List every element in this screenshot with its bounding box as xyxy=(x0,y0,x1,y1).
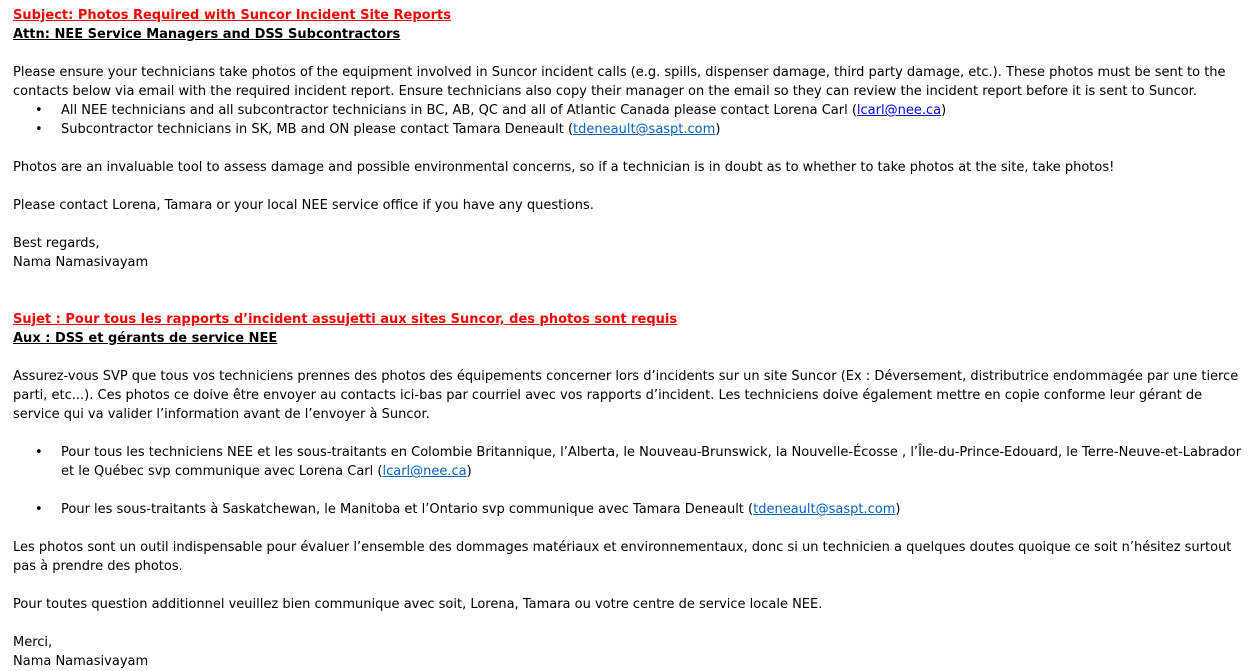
subject-line: Subject: Photos Required with Suncor Incident Site Reports xyxy=(13,8,451,23)
english-section xyxy=(13,6,1245,272)
email-link[interactable]: lcarl@nee.ca xyxy=(382,464,467,479)
body-paragraph: Photos are an invaluable tool to assess damage and possible environmental concerns, so if a technician is in doubt as to whether to take photos at the site, take photos! xyxy=(13,160,1115,175)
bullet-icon: • xyxy=(35,445,43,460)
contact-list xyxy=(13,443,1245,481)
email-link[interactable]: lcarl@nee.ca xyxy=(856,103,942,118)
closing: Merci, xyxy=(13,635,53,650)
list-item: • Pour les sous-traitants à Saskatchewan, le Manitoba et l’Ontario svp communique avec Tamara Deneault (tdeneault@saspt.com) xyxy=(35,502,901,517)
body-paragraph: Pour toutes question additionnel veuillez bien communique avec soit, Lorena, Tamara ou votre centre de service locale NEE. xyxy=(13,597,823,612)
bullet-icon: • xyxy=(35,502,43,517)
bullet-icon: • xyxy=(35,103,43,118)
list-item: • Subcontractor technicians in SK, MB and ON please contact Tamara Deneault (tdeneault@saspt.com) xyxy=(35,122,721,137)
signature: Nama Namasivayam xyxy=(13,255,149,270)
list-item-text: Pour tous les techniciens NEE et les sous-traitants en Colombie Britannique, l’Alberta, le Nouveau-Brunswick, la Nouvelle-Écosse , l’Île-du-Prince-Edouard, le Terre-Neuve-et-Labrador et le Québec svp communique avec Lorena Carl ( xyxy=(61,445,1242,479)
body-paragraph: Les photos sont un outil indispensable pour évaluer l’ensemble des dommages matériaux et environnementaux, donc si un technicien a quelques doutes quoique ce soit n’hésitez surtout pas à prendre des photos. xyxy=(13,540,1232,574)
list-item-text: Pour les sous-traitants à Saskatchewan, le Manitoba et l’Ontario svp communique avec Tamara Deneault ( xyxy=(61,502,754,517)
intro-paragraph: Assurez-vous SVP que tous vos techniciens prennes des photos des équipements concerner lors d’incidents sur un site Suncor (Ex : Déversement, distributrice endommagée par une tierce parti, etc...). Ces photos ce doive être envoyer au contacts ici-bas par courriel avec vos rapports d’incident. Les techniciens doive également mettre en copie conforme leur gérant de service qui va valider l’information avant de l’envoyer à Suncor. xyxy=(13,369,1239,422)
email-body xyxy=(13,6,1245,671)
contact-list xyxy=(13,500,1245,519)
list-item-text: Subcontractor technicians in SK, MB and ON please contact Tamara Deneault ( xyxy=(61,122,574,137)
attention-line: Aux : DSS et gérants de service NEE xyxy=(13,331,278,346)
email-link[interactable]: tdeneault@saspt.com xyxy=(753,502,896,517)
contact-list xyxy=(13,101,1245,139)
bullet-icon: • xyxy=(35,122,43,137)
french-section xyxy=(13,310,1245,671)
signature: Nama Namasivayam xyxy=(13,654,149,669)
list-item: • All NEE technicians and all subcontractor technicians in BC, AB, QC and all of Atlantic Canada please contact Lorena Carl (lcarl@nee.ca) xyxy=(35,103,947,118)
attention-line: Attn: NEE Service Managers and DSS Subcontractors xyxy=(13,27,401,42)
subject-line: Sujet : Pour tous les rapports d’incident assujetti aux sites Suncor, des photos sont requis xyxy=(13,312,678,327)
email-link[interactable]: tdeneault@saspt.com xyxy=(573,122,716,137)
list-item: • Pour tous les techniciens NEE et les sous-traitants en Colombie Britannique, l’Alberta, le Nouveau-Brunswick, la Nouvelle-Écosse , l’Île-du-Prince-Edouard, le Terre-Neuve-et-Labrador et le Québec svp communique avec Lorena Carl (lcarl@nee.ca) xyxy=(35,445,1242,479)
intro-paragraph: Please ensure your technicians take photos of the equipment involved in Suncor incident calls (e.g. spills, dispenser damage, third party damage, etc.). These photos must be sent to the contacts below via email with the required incident report. Ensure technicians also copy their manager on the email so they can review the incident report before it is sent to Suncor. xyxy=(13,65,1226,99)
body-paragraph: Please contact Lorena, Tamara or your local NEE service office if you have any questions. xyxy=(13,198,594,213)
list-item-text: All NEE technicians and all subcontractor technicians in BC, AB, QC and all of Atlantic Canada please contact Lorena Carl ( xyxy=(61,103,857,118)
closing: Best regards, xyxy=(13,236,100,251)
